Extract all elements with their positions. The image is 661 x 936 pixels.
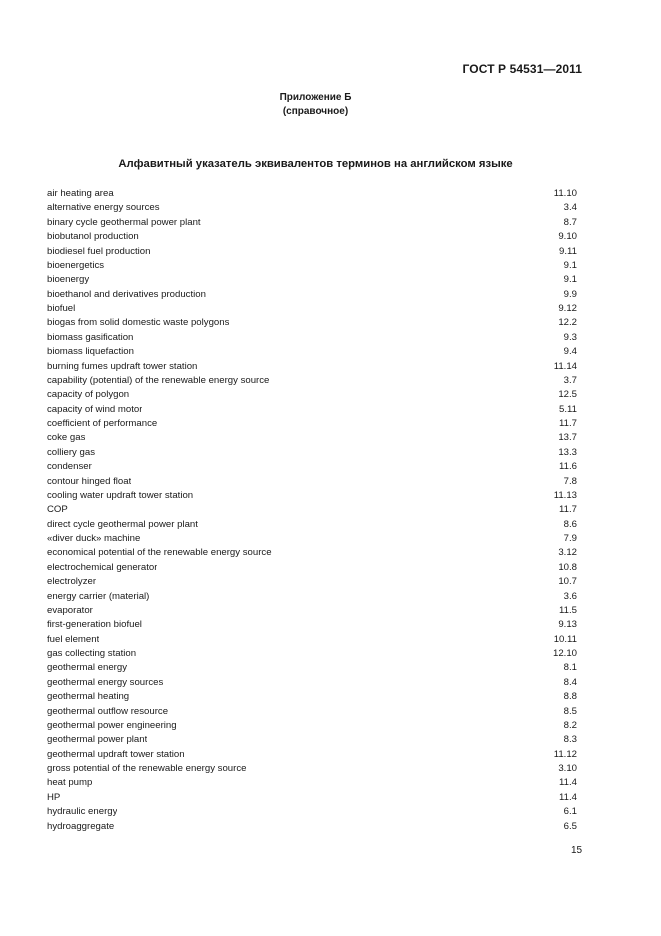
index-entry-reference: 3.7 (563, 374, 577, 386)
index-entry-reference: 5.11 (559, 403, 577, 415)
index-entry-term: direct cycle geothermal power plant (47, 518, 198, 530)
index-entry-reference: 6.1 (563, 806, 577, 818)
index-entry (47, 518, 577, 532)
index-entry (47, 561, 577, 575)
index-entry-term: bioethanol and derivatives production (47, 288, 206, 300)
index-entry-term: biomass liquefaction (47, 346, 134, 358)
index-entry (47, 546, 577, 560)
index-entry (47, 316, 577, 330)
index-entry-reference: 13.7 (558, 432, 577, 444)
index-entry-term: geothermal heating (47, 691, 130, 703)
index-entry-term: condenser (47, 461, 92, 473)
annex-title: Приложение Б (279, 92, 352, 103)
index-entry (47, 187, 577, 201)
index-entry (47, 431, 577, 445)
index-entry-reference: 11.13 (553, 489, 577, 501)
index-entry-term: air heating area (47, 188, 114, 199)
index-entry-reference: 10.8 (558, 561, 577, 573)
index-entry-term: coefficient of performance (47, 418, 158, 429)
index-entry (47, 805, 577, 819)
index-entry-reference: 8.8 (563, 691, 577, 703)
index-entry-term: gas collecting station (47, 648, 137, 659)
annex-subtitle: (справочное) (282, 106, 349, 117)
index-entry-term: electrolyzer (47, 576, 97, 588)
index-entry (47, 661, 577, 675)
page-number: 15 (571, 845, 583, 856)
index-entry (47, 374, 577, 388)
index-entry-reference: 13.3 (558, 446, 577, 458)
index-entry-reference: 9.4 (563, 346, 577, 358)
index-entry-term: geothermal energy sources (47, 676, 164, 688)
index-entry-reference: 8.4 (563, 676, 577, 688)
index-entry (47, 820, 577, 834)
index-entry-term: burning fumes updraft tower station (47, 360, 198, 372)
index-entry-term: capability (potential) of the renewable energy source (47, 374, 270, 386)
index-entry (47, 590, 577, 604)
index-entry-term: contour hinged float (47, 475, 132, 487)
index-entry-term: biofuel (47, 303, 76, 314)
index-entry (47, 733, 577, 747)
index-entry-reference: 8.5 (563, 705, 577, 717)
index-entry (47, 489, 577, 503)
index-entry (47, 230, 577, 244)
index-entry (47, 245, 577, 259)
index-entry-term: «diver duck» machine (47, 533, 141, 544)
index-entry-reference: 8.3 (563, 734, 577, 746)
index-entry-reference: 9.9 (563, 288, 577, 300)
index-entry (47, 360, 577, 374)
index-entry-reference: 11.14 (553, 360, 577, 372)
index-entry-reference: 11.5 (559, 604, 577, 616)
index-entry-reference: 3.6 (563, 590, 577, 602)
index-entry-term: hydroaggregate (47, 820, 115, 832)
index-entry-reference: 10.11 (553, 633, 577, 645)
index-entry-reference: 9.3 (563, 331, 577, 343)
index-entry (47, 259, 577, 273)
index-entry (47, 460, 577, 474)
index-entry (47, 748, 577, 762)
index-entry (47, 705, 577, 719)
index-entry-term: bioenergy (47, 274, 90, 286)
index-entry (47, 575, 577, 589)
index-entry-term: gross potential of the renewable energy source (47, 763, 247, 774)
index-entry-term: geothermal updraft tower station (47, 748, 185, 760)
index-title: Алфавитный указатель эквивалентов терминов на английском языке (118, 158, 513, 170)
index-entry-reference: 11.4 (559, 791, 577, 803)
index-entry (47, 604, 577, 618)
index-entry-reference: 11.7 (559, 504, 577, 516)
index-entry (47, 633, 577, 647)
index-entry-term: colliery gas (47, 446, 95, 458)
index-entry (47, 647, 577, 661)
index-entry (47, 388, 577, 402)
index-entry-reference: 7.9 (563, 533, 577, 544)
index-entry-reference: 11.10 (553, 188, 577, 199)
index-entry (47, 403, 577, 417)
index-entry-reference: 12.10 (552, 648, 577, 659)
index-entry-term: capacity of wind motor (47, 403, 143, 415)
index-entry-term: evaporator (47, 604, 93, 616)
index-entry-term: economical potential of the renewable energy source (47, 547, 272, 559)
index-entry (47, 345, 577, 359)
index-entry-term: capacity of polygon (47, 389, 130, 401)
index-entry-term: geothermal outflow resource (47, 705, 169, 717)
annex-heading (0, 91, 631, 119)
index-entry-reference: 11.7 (559, 418, 577, 429)
index-entry-reference: 12.2 (558, 317, 577, 329)
index-entry-reference: 12.5 (558, 389, 577, 401)
index-entry-term: bioenergetics (47, 259, 105, 271)
index-entry-term: biogas from solid domestic waste polygons (47, 317, 230, 329)
index-entry-reference: 9.1 (563, 259, 577, 271)
index-entry (47, 417, 577, 431)
index-entry-reference: 10.7 (558, 576, 577, 588)
index-entry-reference: 11.4 (559, 777, 577, 789)
index-entry (47, 201, 577, 215)
index-entry (47, 273, 577, 287)
index-entry-term: heat pump (47, 777, 93, 789)
index-entry-term: COP (47, 504, 68, 516)
index-entry-reference: 8.6 (563, 518, 577, 530)
index-entry (47, 288, 577, 302)
index-entry-term: biodiesel fuel production (47, 245, 151, 257)
index-entry (47, 475, 577, 489)
index-entry (47, 618, 577, 632)
index-entry-reference: 9.1 (563, 274, 577, 286)
index-entry (47, 302, 577, 316)
index-entry-reference: 7.8 (563, 475, 577, 487)
index-entry-term: biobutanol production (47, 231, 139, 243)
index-entry (47, 446, 577, 460)
index-entry-reference: 9.12 (558, 303, 577, 314)
index-entry (47, 791, 577, 805)
index-entry-term: biomass gasification (47, 331, 134, 343)
index-entry-reference: 11.12 (553, 748, 577, 760)
index-entry-reference: 8.7 (563, 216, 577, 228)
document-code: ГОСТ Р 54531—2011 (462, 62, 582, 76)
index-entry (47, 762, 577, 776)
index-entry (47, 676, 577, 690)
terms-index-list (47, 187, 577, 834)
index-entry-reference: 9.13 (558, 619, 577, 631)
index-entry-term: hydraulic energy (47, 806, 118, 818)
index-entry-reference: 3.4 (563, 202, 577, 214)
index-entry-term: cooling water updraft tower station (47, 489, 194, 501)
index-entry-reference: 8.2 (563, 719, 577, 731)
index-entry (47, 216, 577, 230)
index-entry-reference: 6.5 (563, 820, 577, 832)
index-entry-reference: 3.10 (558, 763, 577, 774)
index-entry (47, 532, 577, 546)
index-entry-term: energy carrier (material) (47, 590, 150, 602)
index-entry-reference: 9.11 (559, 245, 577, 257)
index-entry-reference: 11.6 (559, 461, 577, 473)
index-entry (47, 503, 577, 517)
index-entry-term: binary cycle geothermal power plant (47, 216, 201, 228)
index-entry-term: alternative energy sources (47, 202, 160, 214)
index-entry-term: geothermal power plant (47, 734, 148, 746)
index-entry-reference: 3.12 (558, 547, 577, 559)
index-entry (47, 690, 577, 704)
index-entry-reference: 9.10 (558, 231, 577, 243)
index-entry (47, 719, 577, 733)
index-entry-term: coke gas (47, 432, 86, 444)
index-entry-term: geothermal power engineering (47, 719, 177, 731)
index-entry-term: HP (47, 791, 61, 803)
index-entry-term: first-generation biofuel (47, 619, 142, 631)
index-entry-term: electrochemical generator (47, 561, 158, 573)
index-entry-reference: 8.1 (563, 662, 577, 674)
index-entry (47, 331, 577, 345)
index-entry (47, 776, 577, 790)
index-entry-term: geothermal energy (47, 662, 127, 674)
index-entry-term: fuel element (47, 633, 100, 645)
